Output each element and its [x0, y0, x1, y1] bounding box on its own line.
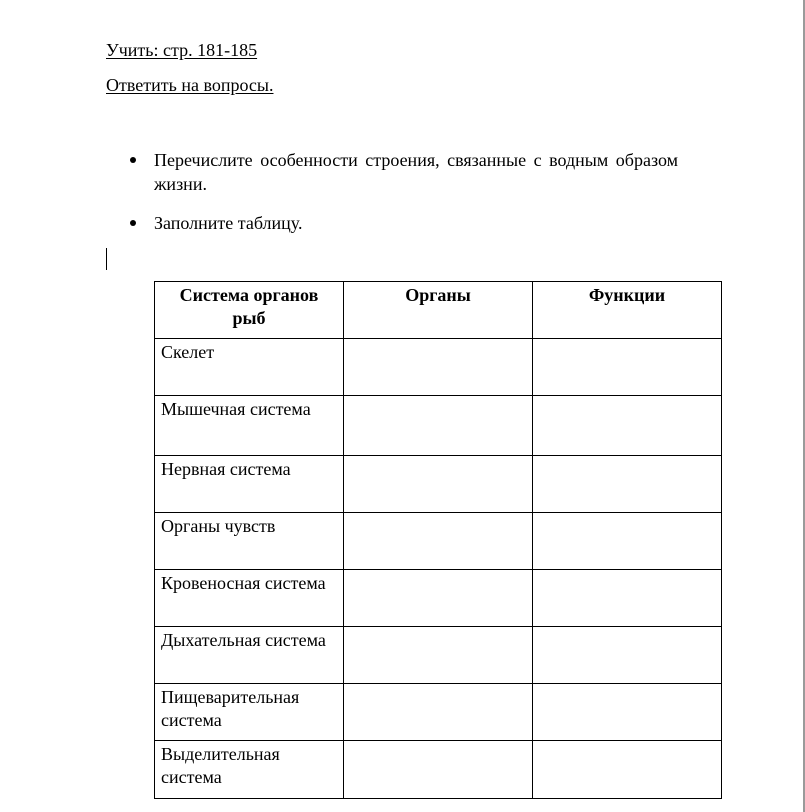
table-row — [155, 570, 722, 627]
functions-cell[interactable] — [533, 513, 722, 570]
fish-organ-systems-table — [154, 281, 722, 799]
functions-cell[interactable] — [533, 456, 722, 513]
answer-questions-line: Ответить на вопросы. — [106, 75, 274, 95]
system-cell[interactable]: Мышечная система — [155, 396, 344, 456]
system-cell[interactable]: Пищеварительная система — [155, 684, 344, 741]
organs-cell[interactable] — [344, 684, 533, 741]
organs-cell[interactable] — [344, 396, 533, 456]
table-row — [155, 741, 722, 799]
bullet-icon — [130, 157, 136, 163]
text-cursor[interactable] — [106, 248, 107, 270]
system-cell[interactable]: Кровеносная система — [155, 570, 344, 627]
table-row — [155, 627, 722, 684]
system-cell[interactable]: Органы чувств — [155, 513, 344, 570]
system-cell[interactable]: Выделительная система — [155, 741, 344, 799]
table-row — [155, 456, 722, 513]
organs-cell[interactable] — [344, 570, 533, 627]
functions-cell[interactable] — [533, 627, 722, 684]
header-functions: Функции — [533, 282, 722, 339]
system-cell[interactable]: Скелет — [155, 339, 344, 396]
functions-cell[interactable] — [533, 684, 722, 741]
table-row — [155, 396, 722, 456]
header-organs: Органы — [344, 282, 533, 339]
functions-cell[interactable] — [533, 396, 722, 456]
functions-cell[interactable] — [533, 570, 722, 627]
table-row — [155, 513, 722, 570]
bullet-item-2 — [130, 211, 678, 235]
table-row — [155, 684, 722, 741]
bullet-icon — [130, 220, 136, 226]
study-pages-line: Учить: стр. 181-185 — [106, 40, 258, 60]
table-header-row — [155, 282, 722, 339]
table-row — [155, 339, 722, 396]
system-cell[interactable]: Дыхательная система — [155, 627, 344, 684]
functions-cell[interactable] — [533, 339, 722, 396]
header-system: Система органов рыб — [155, 282, 344, 339]
organs-cell[interactable] — [344, 513, 533, 570]
bullet-text-1: Перечислите особенности строения, связанные с водным образом жизни. — [154, 150, 678, 194]
organs-cell[interactable] — [344, 627, 533, 684]
bullet-text-2: Заполните таблицу. — [154, 213, 303, 233]
functions-cell[interactable] — [533, 741, 722, 799]
system-cell[interactable]: Нервная система — [155, 456, 344, 513]
bullet-item-1 — [130, 148, 678, 196]
organs-cell[interactable] — [344, 456, 533, 513]
organs-cell[interactable] — [344, 339, 533, 396]
organs-cell[interactable] — [344, 741, 533, 799]
